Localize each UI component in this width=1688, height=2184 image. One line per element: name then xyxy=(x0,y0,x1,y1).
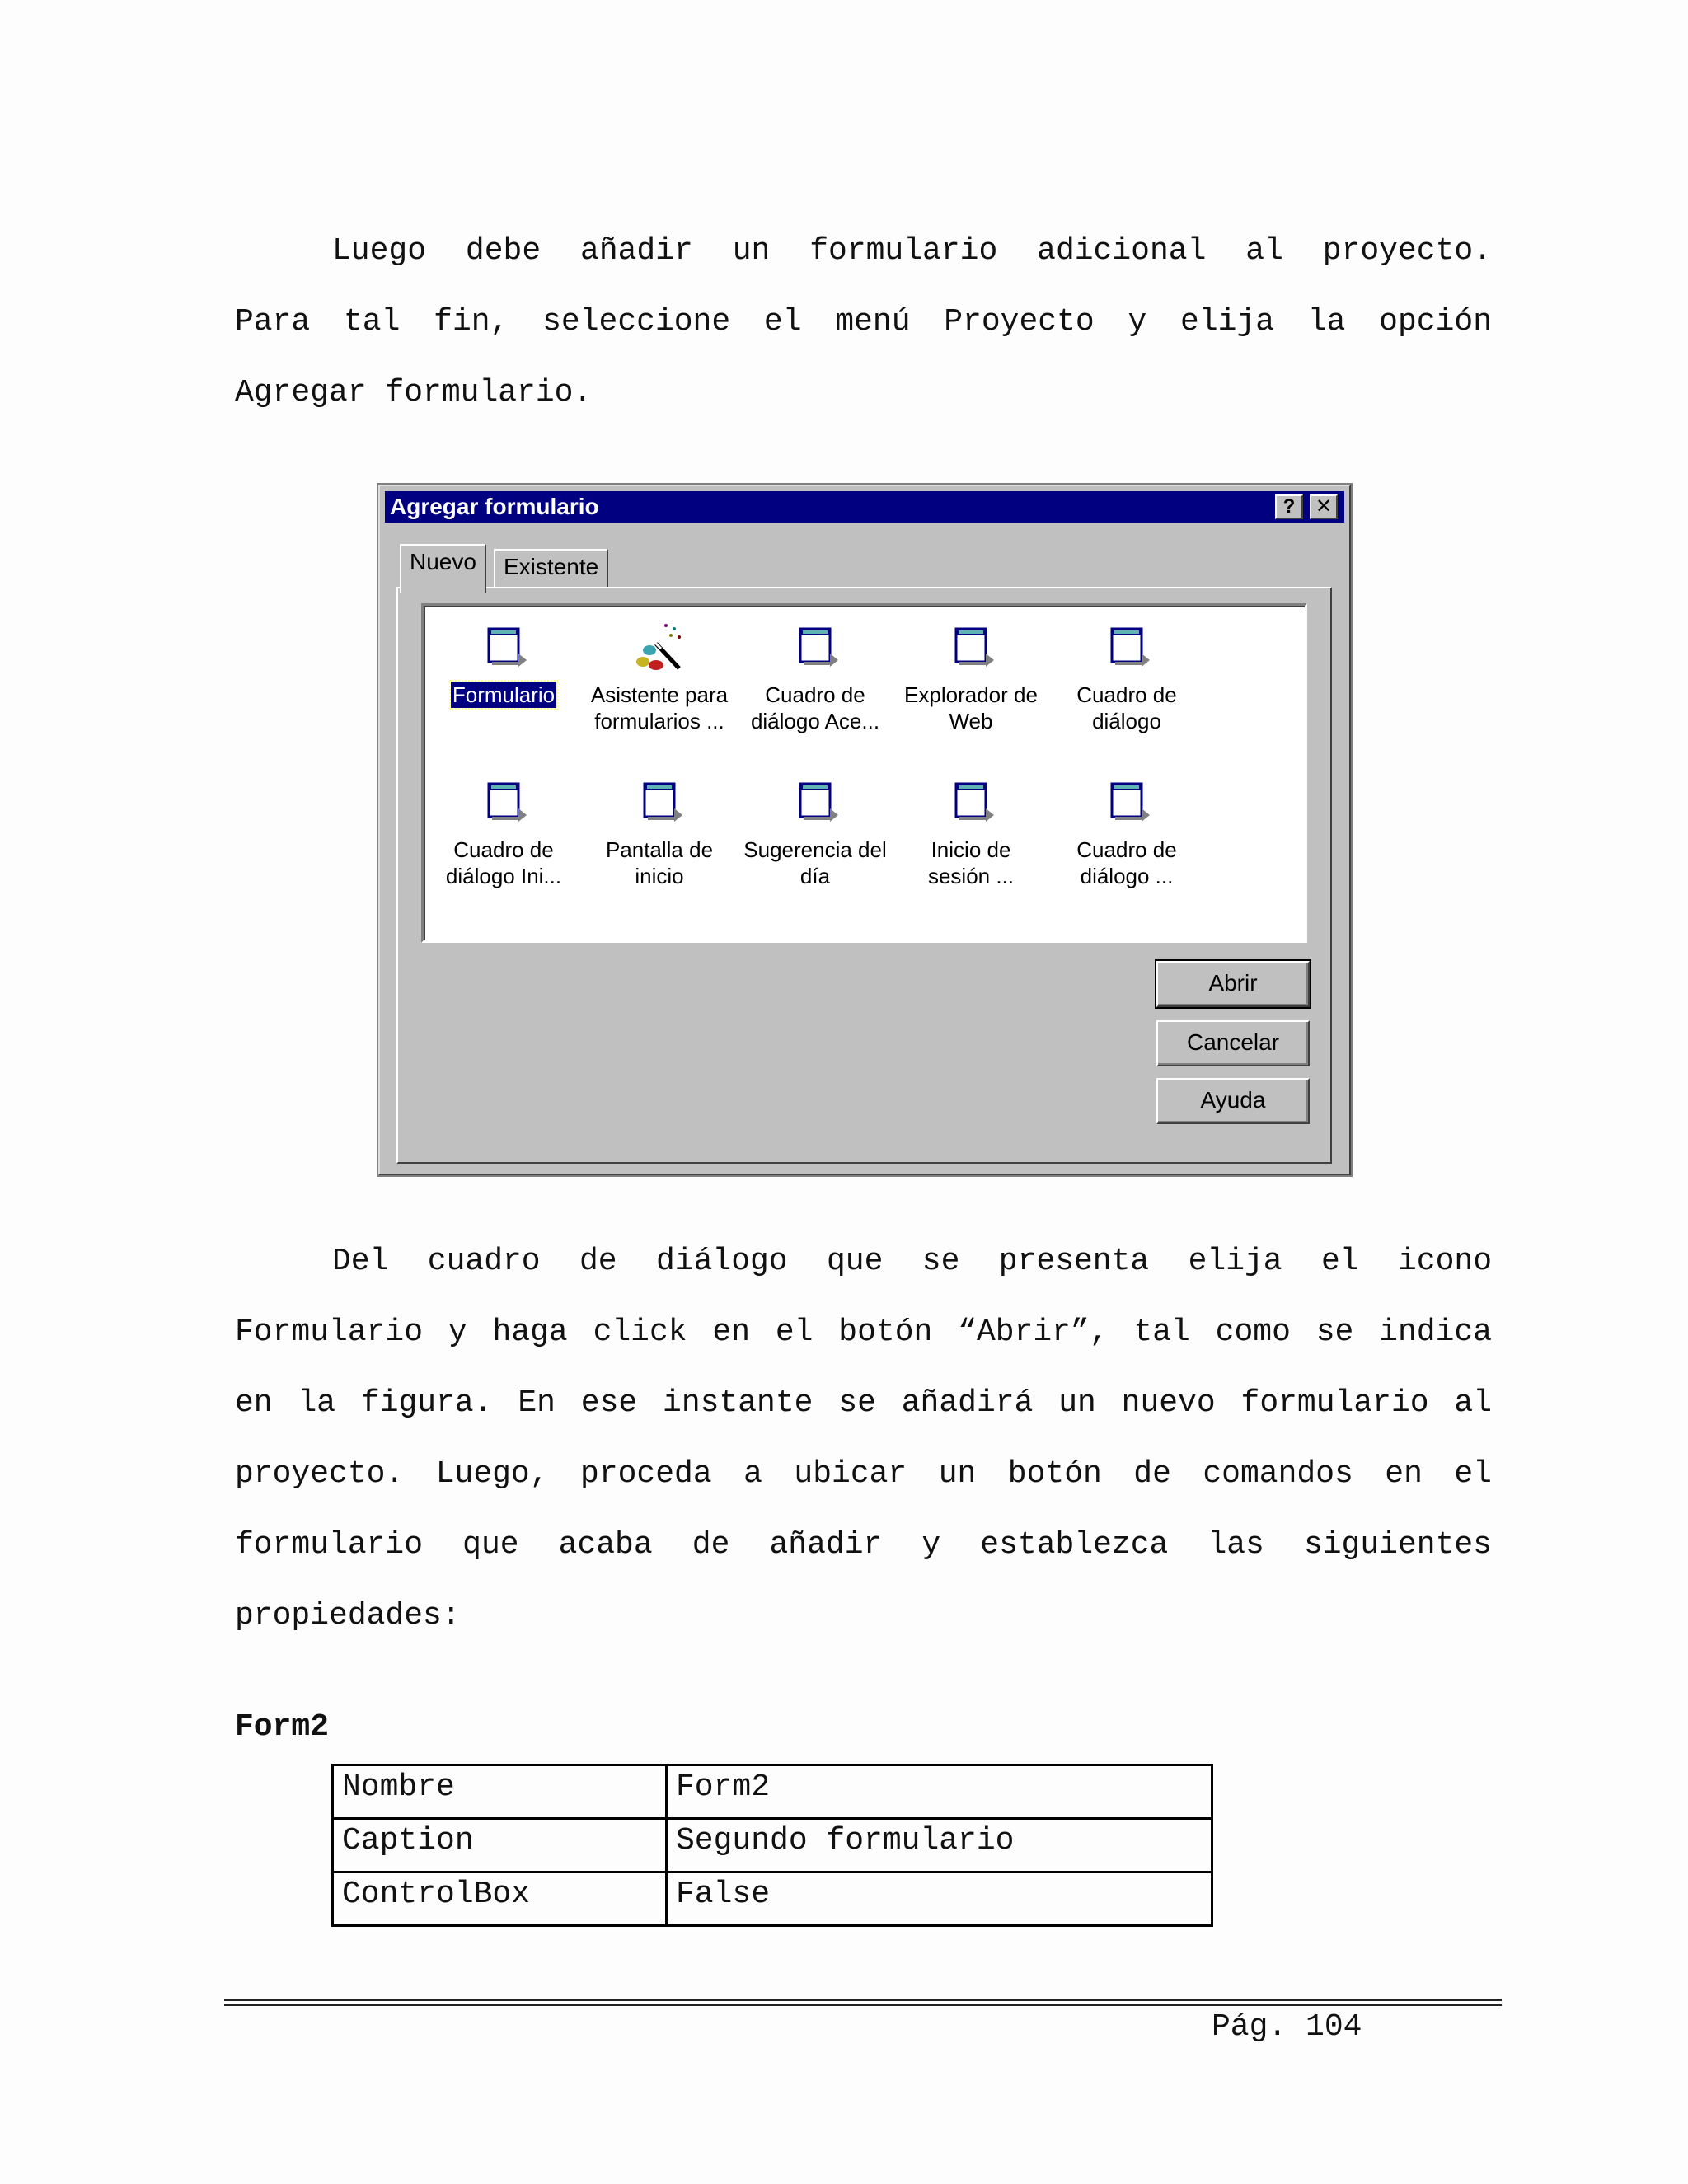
property-value: Form2 xyxy=(667,1765,1212,1819)
item-label: Formulario xyxy=(452,682,556,707)
form-icon xyxy=(633,776,686,828)
text-line: proyecto. Luego, proceda a ubicar un botón de comandos en el xyxy=(235,1456,1492,1492)
tab-existente[interactable]: Existente xyxy=(494,549,608,587)
wizard-icon xyxy=(633,621,686,673)
item-label: Explorador de Web xyxy=(904,682,1038,733)
list-item-acerca[interactable] xyxy=(737,621,893,734)
form-icon xyxy=(477,776,530,828)
properties-table xyxy=(331,1764,1213,1927)
cancel-button[interactable]: Cancelar xyxy=(1156,1020,1310,1066)
item-label: Cuadro de diálogo ... xyxy=(1076,837,1177,888)
list-item-inicio-sesion[interactable] xyxy=(893,776,1049,889)
property-name: Nombre xyxy=(333,1765,667,1819)
dialog-titlebar xyxy=(385,491,1344,523)
list-item-sugerencia[interactable] xyxy=(737,776,893,889)
list-item-web[interactable] xyxy=(893,621,1049,734)
text-line: Formulario y haga click en el botón “Abrir”, tal como se indica xyxy=(235,1315,1492,1350)
list-item-formulario[interactable] xyxy=(425,621,582,708)
form-icon xyxy=(477,621,530,673)
item-label: Cuadro de diálogo xyxy=(1076,682,1177,733)
item-label: Cuadro de diálogo Ini... xyxy=(445,837,562,888)
list-item-dialogo-2[interactable] xyxy=(1048,776,1205,889)
text-line: Luego debe añadir un formulario adicional al proyecto. xyxy=(332,233,1492,269)
page-number: Pág. 104 xyxy=(1212,2009,1362,2045)
intro-paragraph xyxy=(235,216,1492,429)
item-label: Cuadro de diálogo Ace... xyxy=(750,682,880,733)
table-row xyxy=(333,1872,1212,1926)
footer-rule xyxy=(224,2004,1502,2006)
property-value: Segundo formulario xyxy=(667,1819,1212,1872)
property-name: ControlBox xyxy=(333,1872,667,1926)
form-icon xyxy=(945,621,997,673)
list-item-dialogo-inicio[interactable] xyxy=(425,776,582,889)
text-line: en la figura. En ese instante se añadirá un nuevo formulario al xyxy=(235,1385,1492,1421)
item-label: Asistente para formularios ... xyxy=(590,682,729,733)
text-line: Agregar formulario. xyxy=(235,375,593,410)
form-icon xyxy=(1100,776,1153,828)
footer-rule xyxy=(224,1999,1502,2001)
form-icon xyxy=(1100,621,1153,673)
tab-nuevo[interactable]: Nuevo xyxy=(400,544,486,593)
close-icon[interactable]: ✕ xyxy=(1310,494,1338,519)
open-button[interactable]: Abrir xyxy=(1156,961,1310,1007)
form-icon xyxy=(789,621,842,673)
list-item-pantalla-inicio[interactable] xyxy=(581,776,738,889)
table-row xyxy=(333,1819,1212,1872)
text-line: propiedades: xyxy=(235,1598,461,1633)
item-label: Inicio de sesión ... xyxy=(927,837,1015,888)
form2-heading: Form2 xyxy=(235,1709,330,1745)
instructions-paragraph xyxy=(235,1226,1492,1652)
help-title-button[interactable]: ? xyxy=(1275,494,1303,519)
property-name: Caption xyxy=(333,1819,667,1872)
text-line: Del cuadro de diálogo que se presenta elija el icono xyxy=(332,1244,1492,1279)
item-label: Sugerencia del día xyxy=(743,837,887,888)
property-value: False xyxy=(667,1872,1212,1926)
help-button[interactable]: Ayuda xyxy=(1156,1078,1310,1124)
list-item-dialogo[interactable] xyxy=(1048,621,1205,734)
dialog-title: Agregar formulario xyxy=(390,494,599,519)
table-row xyxy=(333,1765,1212,1819)
text-line: Para tal fin, seleccione el menú Proyecto y elija la opción xyxy=(235,304,1492,340)
text-line: formulario que acaba de añadir y establezca las siguientes xyxy=(235,1527,1492,1563)
form-icon xyxy=(789,776,842,828)
list-item-wizard[interactable] xyxy=(581,621,738,734)
item-label: Pantalla de inicio xyxy=(605,837,714,888)
add-form-dialog xyxy=(378,485,1351,1175)
template-list xyxy=(421,603,1307,943)
form-icon xyxy=(945,776,997,828)
